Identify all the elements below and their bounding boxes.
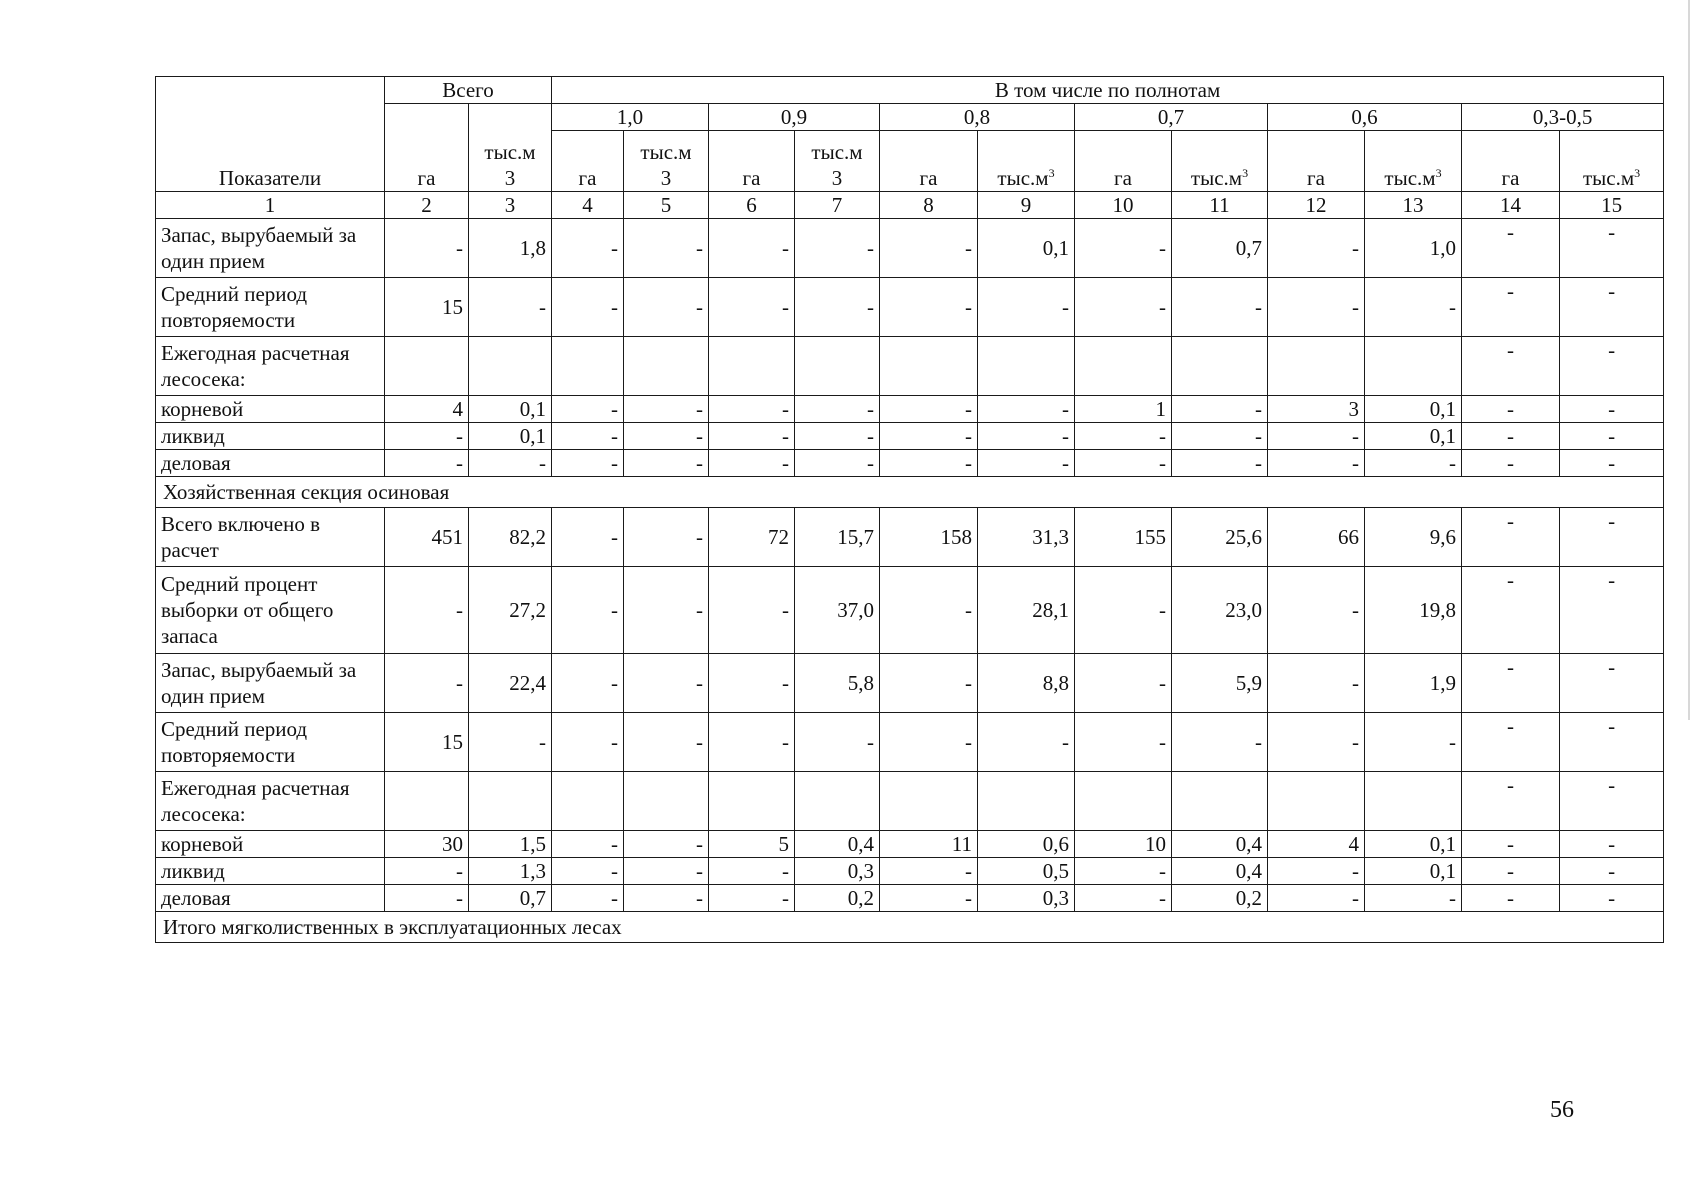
table-cell: 23,0: [1172, 567, 1268, 654]
table-cell: 0,2: [795, 885, 880, 912]
table-cell: 1,9: [1365, 654, 1462, 713]
table-cell: 19,8: [1365, 567, 1462, 654]
table-cell: [1172, 337, 1268, 396]
header-group-1-0: 1,0: [552, 104, 709, 131]
table-cell: -: [1462, 219, 1560, 278]
table-row: [156, 450, 1664, 477]
table-cell: -: [1268, 713, 1365, 772]
column-number: 3: [469, 192, 552, 219]
table-row: [156, 885, 1664, 912]
row-label: Средний процент выборки от общего запаса: [156, 567, 385, 654]
table-cell: -: [1560, 219, 1664, 278]
row-label: ликвид: [156, 423, 385, 450]
table-cell: -: [1075, 654, 1172, 713]
unit-exponent: 3: [1435, 166, 1442, 180]
unit-exponent: 3: [504, 166, 516, 190]
table-cell: 30: [385, 831, 469, 858]
header-group-0-9: 0,9: [709, 104, 880, 131]
table-cell: -: [1075, 423, 1172, 450]
header-v-tom-chisle: В том числе по полнотам: [552, 77, 1664, 104]
table-cell: 82,2: [469, 508, 552, 567]
section-row: [156, 912, 1664, 943]
table-cell: [1075, 337, 1172, 396]
table-cell: [795, 772, 880, 831]
unit-tys-m3: [1560, 131, 1664, 192]
table-cell: -: [1462, 423, 1560, 450]
table-row: [156, 508, 1664, 567]
table-cell: -: [1172, 396, 1268, 423]
table-cell: -: [709, 423, 795, 450]
table-cell: -: [880, 858, 978, 885]
unit-label: тыс.м: [811, 140, 863, 164]
table-cell: -: [1462, 831, 1560, 858]
table-cell: -: [795, 423, 880, 450]
table-cell: -: [624, 278, 709, 337]
table-cell: 0,1: [978, 219, 1075, 278]
column-number: 12: [1268, 192, 1365, 219]
header-row-1: [156, 77, 1664, 104]
row-label: Ежегодная расчетная лесосека:: [156, 337, 385, 396]
section-title: Хозяйственная секция осиновая: [156, 477, 1664, 508]
table-cell: 4: [385, 396, 469, 423]
column-number: 2: [385, 192, 469, 219]
table-cell: [469, 772, 552, 831]
table-cell: -: [385, 450, 469, 477]
unit-ga: га: [1462, 131, 1560, 192]
table-cell: 0,7: [1172, 219, 1268, 278]
table-cell: -: [624, 858, 709, 885]
table-cell: 0,1: [1365, 396, 1462, 423]
table-body: [156, 219, 1664, 943]
table-cell: -: [552, 423, 624, 450]
table-cell: 5,8: [795, 654, 880, 713]
table-cell: -: [552, 508, 624, 567]
table-cell: -: [1268, 885, 1365, 912]
table-cell: [385, 772, 469, 831]
header-group-0-3-0-5: 0,3-0,5: [1462, 104, 1664, 131]
row-label: Ежегодная расчетная лесосека:: [156, 772, 385, 831]
table-cell: 25,6: [1172, 508, 1268, 567]
table-cell: -: [1462, 713, 1560, 772]
table-cell: 0,2: [1172, 885, 1268, 912]
table-cell: -: [1560, 423, 1664, 450]
unit-ga: га: [880, 131, 978, 192]
row-label: корневой: [156, 831, 385, 858]
row-label: Средний период повторяемости: [156, 713, 385, 772]
table-row: [156, 831, 1664, 858]
unit-exponent: 3: [1634, 166, 1641, 180]
table-cell: -: [1462, 567, 1560, 654]
table-cell: -: [709, 450, 795, 477]
table-row: [156, 396, 1664, 423]
table-cell: 1,5: [469, 831, 552, 858]
table-cell: -: [880, 713, 978, 772]
table-cell: -: [1268, 567, 1365, 654]
table-cell: -: [880, 278, 978, 337]
table-cell: -: [709, 713, 795, 772]
table-cell: 0,4: [1172, 831, 1268, 858]
table-cell: -: [978, 713, 1075, 772]
column-number: 4: [552, 192, 624, 219]
table-row: [156, 278, 1664, 337]
table-cell: [1365, 772, 1462, 831]
table-cell: -: [1560, 567, 1664, 654]
table-cell: -: [1560, 772, 1664, 831]
column-number: 5: [624, 192, 709, 219]
table-cell: [1268, 337, 1365, 396]
unit-label: тыс.м: [1583, 166, 1635, 190]
table-cell: -: [1365, 885, 1462, 912]
table-cell: -: [1075, 885, 1172, 912]
column-number: 6: [709, 192, 795, 219]
table-cell: 0,4: [795, 831, 880, 858]
column-number: 9: [978, 192, 1075, 219]
page-edge: [1688, 0, 1690, 720]
table-cell: 0,1: [1365, 423, 1462, 450]
table-cell: -: [978, 278, 1075, 337]
column-number: 14: [1462, 192, 1560, 219]
table-cell: -: [1462, 278, 1560, 337]
table-cell: -: [552, 219, 624, 278]
table-cell: -: [795, 219, 880, 278]
table-cell: [552, 337, 624, 396]
unit-label: тыс.м: [484, 140, 536, 164]
table-cell: -: [1560, 396, 1664, 423]
table-cell: -: [978, 396, 1075, 423]
table-cell: -: [624, 831, 709, 858]
table-cell: -: [1268, 450, 1365, 477]
unit-label: тыс.м: [1384, 166, 1436, 190]
table-cell: -: [552, 654, 624, 713]
column-number: 7: [795, 192, 880, 219]
table-cell: -: [1268, 278, 1365, 337]
table-cell: [978, 772, 1075, 831]
table-cell: -: [795, 450, 880, 477]
table-cell: -: [1560, 831, 1664, 858]
table-cell: -: [709, 654, 795, 713]
header-vsego-ga: га: [385, 104, 469, 192]
table-cell: [795, 337, 880, 396]
table-cell: -: [552, 713, 624, 772]
table-cell: 0,1: [469, 423, 552, 450]
table-cell: 0,5: [978, 858, 1075, 885]
row-label: деловая: [156, 450, 385, 477]
table-cell: -: [880, 423, 978, 450]
table-cell: 0,7: [469, 885, 552, 912]
table-cell: -: [880, 219, 978, 278]
table-cell: [1268, 772, 1365, 831]
table-cell: -: [1172, 713, 1268, 772]
table-cell: 5: [709, 831, 795, 858]
table-cell: -: [1365, 713, 1462, 772]
table-cell: -: [1075, 219, 1172, 278]
header-group-0-6: 0,6: [1268, 104, 1462, 131]
unit-ga: га: [1075, 131, 1172, 192]
table-cell: -: [385, 219, 469, 278]
unit-exponent: 3: [660, 166, 672, 190]
table-cell: [978, 337, 1075, 396]
table-cell: 1,8: [469, 219, 552, 278]
table-cell: 0,3: [978, 885, 1075, 912]
unit-exponent: 3: [1242, 166, 1249, 180]
unit-ga: га: [552, 131, 624, 192]
table-cell: -: [1462, 508, 1560, 567]
table-cell: -: [624, 885, 709, 912]
table-cell: -: [1172, 278, 1268, 337]
table-cell: -: [1075, 450, 1172, 477]
row-label: Всего включено в расчет: [156, 508, 385, 567]
section-row: [156, 477, 1664, 508]
table-cell: -: [624, 423, 709, 450]
table-cell: -: [624, 450, 709, 477]
table-cell: -: [385, 858, 469, 885]
table-cell: -: [1560, 337, 1664, 396]
table-cell: 451: [385, 508, 469, 567]
table-cell: 15,7: [795, 508, 880, 567]
table-cell: -: [709, 885, 795, 912]
unit-tys-m3: [795, 131, 880, 192]
table-cell: -: [709, 396, 795, 423]
table-cell: 3: [1268, 396, 1365, 423]
table-cell: -: [385, 885, 469, 912]
table-cell: -: [1462, 858, 1560, 885]
table-cell: -: [1172, 423, 1268, 450]
table-cell: -: [709, 278, 795, 337]
table-cell: 1,0: [1365, 219, 1462, 278]
table-cell: -: [469, 278, 552, 337]
table-cell: -: [552, 858, 624, 885]
table-cell: -: [709, 219, 795, 278]
unit-tys-m3: [624, 131, 709, 192]
table-cell: [880, 772, 978, 831]
row-label: Запас, вырубаемый за один прием: [156, 219, 385, 278]
unit-label: тыс.м: [640, 140, 692, 164]
table-cell: 72: [709, 508, 795, 567]
table-row: [156, 713, 1664, 772]
table-cell: [709, 772, 795, 831]
column-number-row: [156, 192, 1664, 219]
table-cell: 0,1: [1365, 858, 1462, 885]
table-cell: -: [1560, 654, 1664, 713]
column-number: 1: [156, 192, 385, 219]
table-cell: -: [880, 567, 978, 654]
table-cell: 5,9: [1172, 654, 1268, 713]
table-cell: -: [1560, 858, 1664, 885]
row-label: корневой: [156, 396, 385, 423]
table-cell: [1172, 772, 1268, 831]
table-cell: 0,4: [1172, 858, 1268, 885]
table-cell: -: [1268, 423, 1365, 450]
table-cell: 31,3: [978, 508, 1075, 567]
table-cell: -: [1462, 772, 1560, 831]
table-cell: 0,1: [469, 396, 552, 423]
table-cell: -: [1560, 713, 1664, 772]
table-header: [156, 77, 1664, 219]
table-cell: 15: [385, 278, 469, 337]
table-cell: -: [795, 278, 880, 337]
table-cell: 10: [1075, 831, 1172, 858]
table-cell: 15: [385, 713, 469, 772]
table-cell: [1075, 772, 1172, 831]
table-cell: 0,6: [978, 831, 1075, 858]
table-cell: -: [1075, 858, 1172, 885]
table-cell: [709, 337, 795, 396]
header-vsego: Всего: [385, 77, 552, 104]
unit-tys-m3: [978, 131, 1075, 192]
table-cell: -: [1462, 885, 1560, 912]
header-vsego-tys: [469, 104, 552, 192]
table-cell: -: [624, 713, 709, 772]
table-row: [156, 567, 1664, 654]
unit-label: тыс.м: [1190, 166, 1243, 190]
row-label: ликвид: [156, 858, 385, 885]
table-cell: -: [1560, 450, 1664, 477]
table-cell: -: [1462, 450, 1560, 477]
table-cell: 66: [1268, 508, 1365, 567]
table-cell: -: [385, 567, 469, 654]
page-number: 56: [1550, 1097, 1574, 1123]
table-cell: -: [1268, 858, 1365, 885]
unit-exponent: 3: [1048, 166, 1055, 180]
table-cell: -: [1268, 219, 1365, 278]
table-cell: -: [1560, 278, 1664, 337]
table-cell: -: [1365, 278, 1462, 337]
table-cell: -: [1365, 450, 1462, 477]
table-cell: 4: [1268, 831, 1365, 858]
column-number: 8: [880, 192, 978, 219]
table-cell: -: [709, 858, 795, 885]
table-cell: -: [1462, 337, 1560, 396]
table-cell: 37,0: [795, 567, 880, 654]
table-cell: -: [1268, 654, 1365, 713]
table-cell: -: [552, 278, 624, 337]
table-cell: 158: [880, 508, 978, 567]
column-number: 15: [1560, 192, 1664, 219]
table-cell: -: [385, 423, 469, 450]
table-row: [156, 654, 1664, 713]
table-cell: -: [469, 713, 552, 772]
table-cell: 11: [880, 831, 978, 858]
table-cell: -: [880, 885, 978, 912]
unit-label: тыс.м: [997, 166, 1049, 190]
table-cell: 9,6: [1365, 508, 1462, 567]
table-cell: -: [624, 654, 709, 713]
table-row: [156, 772, 1664, 831]
table-cell: 22,4: [469, 654, 552, 713]
table-row: [156, 337, 1664, 396]
table-cell: -: [552, 885, 624, 912]
table-cell: 28,1: [978, 567, 1075, 654]
table-cell: -: [385, 654, 469, 713]
table-row: [156, 858, 1664, 885]
table-row: [156, 219, 1664, 278]
table-cell: -: [552, 396, 624, 423]
table-cell: -: [1172, 450, 1268, 477]
table-cell: [385, 337, 469, 396]
table-cell: [624, 772, 709, 831]
row-label: деловая: [156, 885, 385, 912]
table-cell: 1,3: [469, 858, 552, 885]
section-title: Итого мягколиственных в эксплуатационных лесах: [156, 912, 1664, 943]
table-cell: -: [552, 567, 624, 654]
table-cell: 1: [1075, 396, 1172, 423]
table-cell: -: [880, 450, 978, 477]
table-cell: -: [1462, 396, 1560, 423]
table-cell: 8,8: [978, 654, 1075, 713]
table-cell: [880, 337, 978, 396]
table-cell: 155: [1075, 508, 1172, 567]
table-cell: -: [1560, 885, 1664, 912]
table-cell: -: [624, 567, 709, 654]
table-cell: [552, 772, 624, 831]
column-number: 13: [1365, 192, 1462, 219]
header-pokazateli: Показатели: [156, 77, 385, 192]
table-row: [156, 423, 1664, 450]
table-cell: 0,1: [1365, 831, 1462, 858]
table-cell: -: [1075, 567, 1172, 654]
forest-cutting-table: [155, 76, 1664, 943]
table-cell: -: [624, 508, 709, 567]
header-group-0-8: 0,8: [880, 104, 1075, 131]
table-cell: [469, 337, 552, 396]
table-cell: -: [880, 654, 978, 713]
table-cell: -: [1462, 654, 1560, 713]
unit-tys-m3: [1172, 131, 1268, 192]
table-cell: -: [1560, 508, 1664, 567]
column-number: 11: [1172, 192, 1268, 219]
row-label: Запас, вырубаемый за один прием: [156, 654, 385, 713]
unit-ga: га: [709, 131, 795, 192]
column-number: 10: [1075, 192, 1172, 219]
table-cell: -: [552, 450, 624, 477]
unit-ga: га: [1268, 131, 1365, 192]
table-cell: -: [880, 396, 978, 423]
table-cell: [624, 337, 709, 396]
table-cell: -: [552, 831, 624, 858]
table-cell: 0,3: [795, 858, 880, 885]
table-cell: -: [795, 713, 880, 772]
table-cell: [1365, 337, 1462, 396]
table-cell: -: [469, 450, 552, 477]
table-cell: -: [1075, 713, 1172, 772]
table-cell: -: [978, 423, 1075, 450]
table-cell: -: [1075, 278, 1172, 337]
header-group-0-7: 0,7: [1075, 104, 1268, 131]
table-cell: -: [709, 567, 795, 654]
table-cell: -: [978, 450, 1075, 477]
table-cell: -: [624, 396, 709, 423]
table-cell: 27,2: [469, 567, 552, 654]
table-cell: -: [624, 219, 709, 278]
row-label: Средний период повторяемости: [156, 278, 385, 337]
unit-exponent: 3: [831, 166, 843, 190]
table-cell: -: [795, 396, 880, 423]
unit-tys-m3: [1365, 131, 1462, 192]
